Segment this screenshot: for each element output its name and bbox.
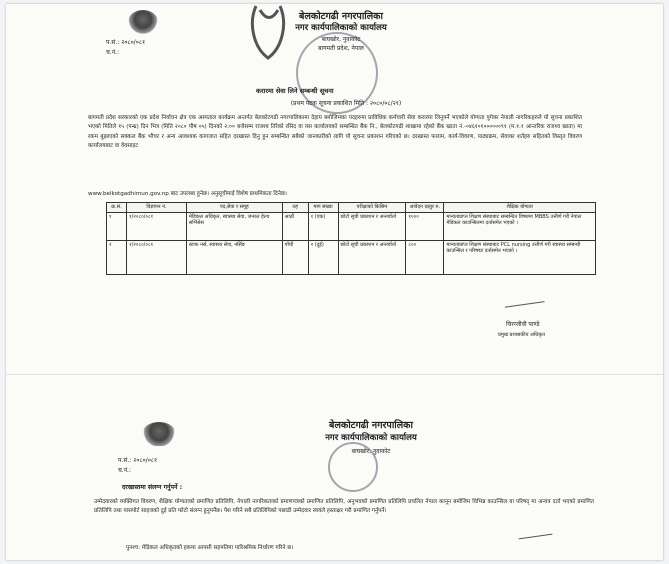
table-cell: आठौं bbox=[282, 212, 308, 240]
table-cell: मान्यताप्राप्त शिक्षण संस्थाबाट PCL nursing उत्तीर्ण गरी स्वास्थ्य सम्बन्धी काउन्सिल र परिषद्मा दर्तासमेत भएको । bbox=[444, 240, 596, 274]
nepal-emblem-icon bbox=[128, 10, 158, 34]
table-cell: छोटो सूची प्रकाशन र अन्तर्वार्ता bbox=[338, 212, 406, 240]
vacancy-table bbox=[106, 202, 596, 275]
office-name: बेलकोटगढी नगरपालिका bbox=[299, 11, 383, 22]
office-stamp bbox=[328, 442, 378, 492]
table-header: शैक्षिक योग्यता bbox=[444, 203, 596, 213]
signer-name: चिरन्जीवी पाण्डे bbox=[506, 321, 540, 328]
table-cell: ८०० bbox=[406, 240, 444, 274]
table-row bbox=[107, 212, 596, 240]
table-header: पद,सेवा र समूह bbox=[186, 203, 282, 213]
dispatch-number: च.नं.: bbox=[118, 467, 131, 474]
table-header: परीक्षाको किसिम bbox=[338, 203, 406, 213]
table-cell: २ (दुई) bbox=[308, 240, 338, 274]
dispatch-number: च.नं.: bbox=[106, 49, 119, 56]
table-cell: मेडिकल अधिकृत, स्वास्थ्य सेवा, जनरल हेल्थ सर्भिसेस bbox=[186, 212, 282, 240]
table-cell: १/२०८०/०८१ bbox=[126, 212, 186, 240]
office-address: बाघखोर, नुवाकोट bbox=[321, 36, 361, 43]
table-row bbox=[107, 240, 596, 274]
section-divider bbox=[6, 374, 663, 375]
office-state: बागमती प्रदेश, नेपाल bbox=[318, 45, 364, 52]
notice-subtitle: (प्रथम पटक सूचना प्रकाशित मिति : २०८०/०८/२१) bbox=[290, 100, 402, 107]
office-subtitle: नगर कार्यपालिकाको कार्यालय bbox=[325, 433, 417, 443]
notice-website-line: www.belkotgadhimun.gov.np बाट उपलब्ध हुनेछ। अनुसूचीमाई विशेष प्राथमिकता दिनेछ। bbox=[88, 191, 287, 197]
table-header: क्र.सं. bbox=[107, 203, 127, 213]
signer-title: प्रमुख प्रशासकीय अधिकृत bbox=[498, 332, 545, 338]
signature-mark bbox=[503, 291, 544, 307]
table-header: माग संख्या bbox=[308, 203, 338, 213]
table-header-row bbox=[107, 203, 596, 213]
table-header: विज्ञापन नं. bbox=[126, 203, 186, 213]
office-subtitle: नगर कार्यपालिकाको कार्यालय bbox=[295, 23, 387, 33]
office-name: बेलकोटगढी नगरपालिका bbox=[329, 420, 413, 431]
attachments-heading: दरखास्तमा संलग्न गर्नुपर्ने : bbox=[122, 484, 183, 491]
footer-note: पुनश्च: मेडिकल अधिकृतको हकमा आपसी सहमतिमा पारिश्रमिक निर्धारण गरिने छ। bbox=[126, 545, 294, 551]
notice-body: बागमती प्रदेश सरकारको एक प्रदेश निर्वाचन क्षेत्र एक अस्पताल कार्यक्रम अन्तर्गत बेलकोटगढी नगरपालिकामा देहाय बमोजिमका पदहरुमा प्राविधिक कर्मचारी सेवा करारमा लिनुपर्ने भएकोले योग्यता पुगेका नेपाली नागरिकहरुले यो सूचना प्रकाशित भएको मितिले १५ (पन्ध्र) दिन भित्र (मिति २०८० पौष ०५) दिनको २:०० बजेसम्म राजश्व तिरेको रसिद वा यस कार्यालयको सम्बन्धित बैंक नि., बेलकोटगढी शाखामा रहेको बैंक खाता नं.-०४६१०१००००००९१ (म.१.१ आन्तरिक राजश्व खाता) मा रकम बुझाएको सक्कल बैंक भौचर र अन्य आवश्यक कागजात सहित दरखास्त दिनु हुन सम्बन्धित सबैको जानकारीको लागि यो सूचना प्रकाशन गरिएको छ। दरखास्त फाराम, कार्य-विवरण, पाठ्यक्रम, सेवाका शर्तहरु सहितको विस्तृत विवरण कार्यालयबाट वा वेवसाइट bbox=[88, 115, 582, 150]
table-header: आवेदन दस्तुर रु. bbox=[406, 203, 444, 213]
table-cell: छोटो सूची प्रकाशन र अन्तर्वार्ता bbox=[338, 240, 406, 274]
table-header: तह bbox=[282, 203, 308, 213]
ref-number: प.सं.: २०८०/०८१ bbox=[118, 457, 158, 464]
table-cell: १ bbox=[107, 212, 127, 240]
table-cell: स्टाफ नर्स, स्वास्थ्य सेवा, नर्सिङ bbox=[186, 240, 282, 274]
table-cell: १००० bbox=[406, 212, 444, 240]
notice-title: करारमा सेवा लिने सम्बन्धी सूचना bbox=[256, 87, 334, 95]
table-cell: १ (एक) bbox=[308, 212, 338, 240]
table-cell: मान्यताप्राप्त शिक्षण संस्थाबाट सम्बन्धित विषयमा MBBS उत्तीर्ण गरी नेपाल मेडिकल काउन्सिलमा दर्तासमेत भएको । bbox=[444, 212, 596, 240]
document-scan bbox=[6, 4, 663, 560]
ref-number: प.सं.: २०८०/०८१ bbox=[106, 39, 146, 46]
office-address: बाघखोर, नुवाकोट bbox=[351, 448, 391, 455]
table-cell: पाँचौं bbox=[282, 240, 308, 274]
table-cell: २ bbox=[107, 240, 127, 274]
table-cell: २/२०८०/०८१ bbox=[126, 240, 186, 274]
nepal-emblem-icon bbox=[142, 422, 176, 446]
attachments-body: उम्मेदवारको व्यक्तिगत विवरण, शैक्षिक योग्यताको प्रमाणित प्रतिलिपि, नेपाली नागरिकताको प्रमाणपत्रको प्रमाणित प्रतिलिपि, अनुभवको प्रमाणित प्रतिलिपि प्रचलित नेपाल कानून बमोजिम विभिन्न काउन्सिल वा परिषद् मा अन्यत्र दर्ता भएको प्रमाणित प्रतिलिपि तथा पासपोर्ट साइजको दुई प्रति फोटो संलग्न हुनुपर्नेछ। पेश गरिने सबै प्रतिलिपिको पछाडी उम्मेदवार स्वयंले हस्ताक्षर गरी प्रमाणित गर्नुपर्ने। bbox=[94, 499, 594, 515]
